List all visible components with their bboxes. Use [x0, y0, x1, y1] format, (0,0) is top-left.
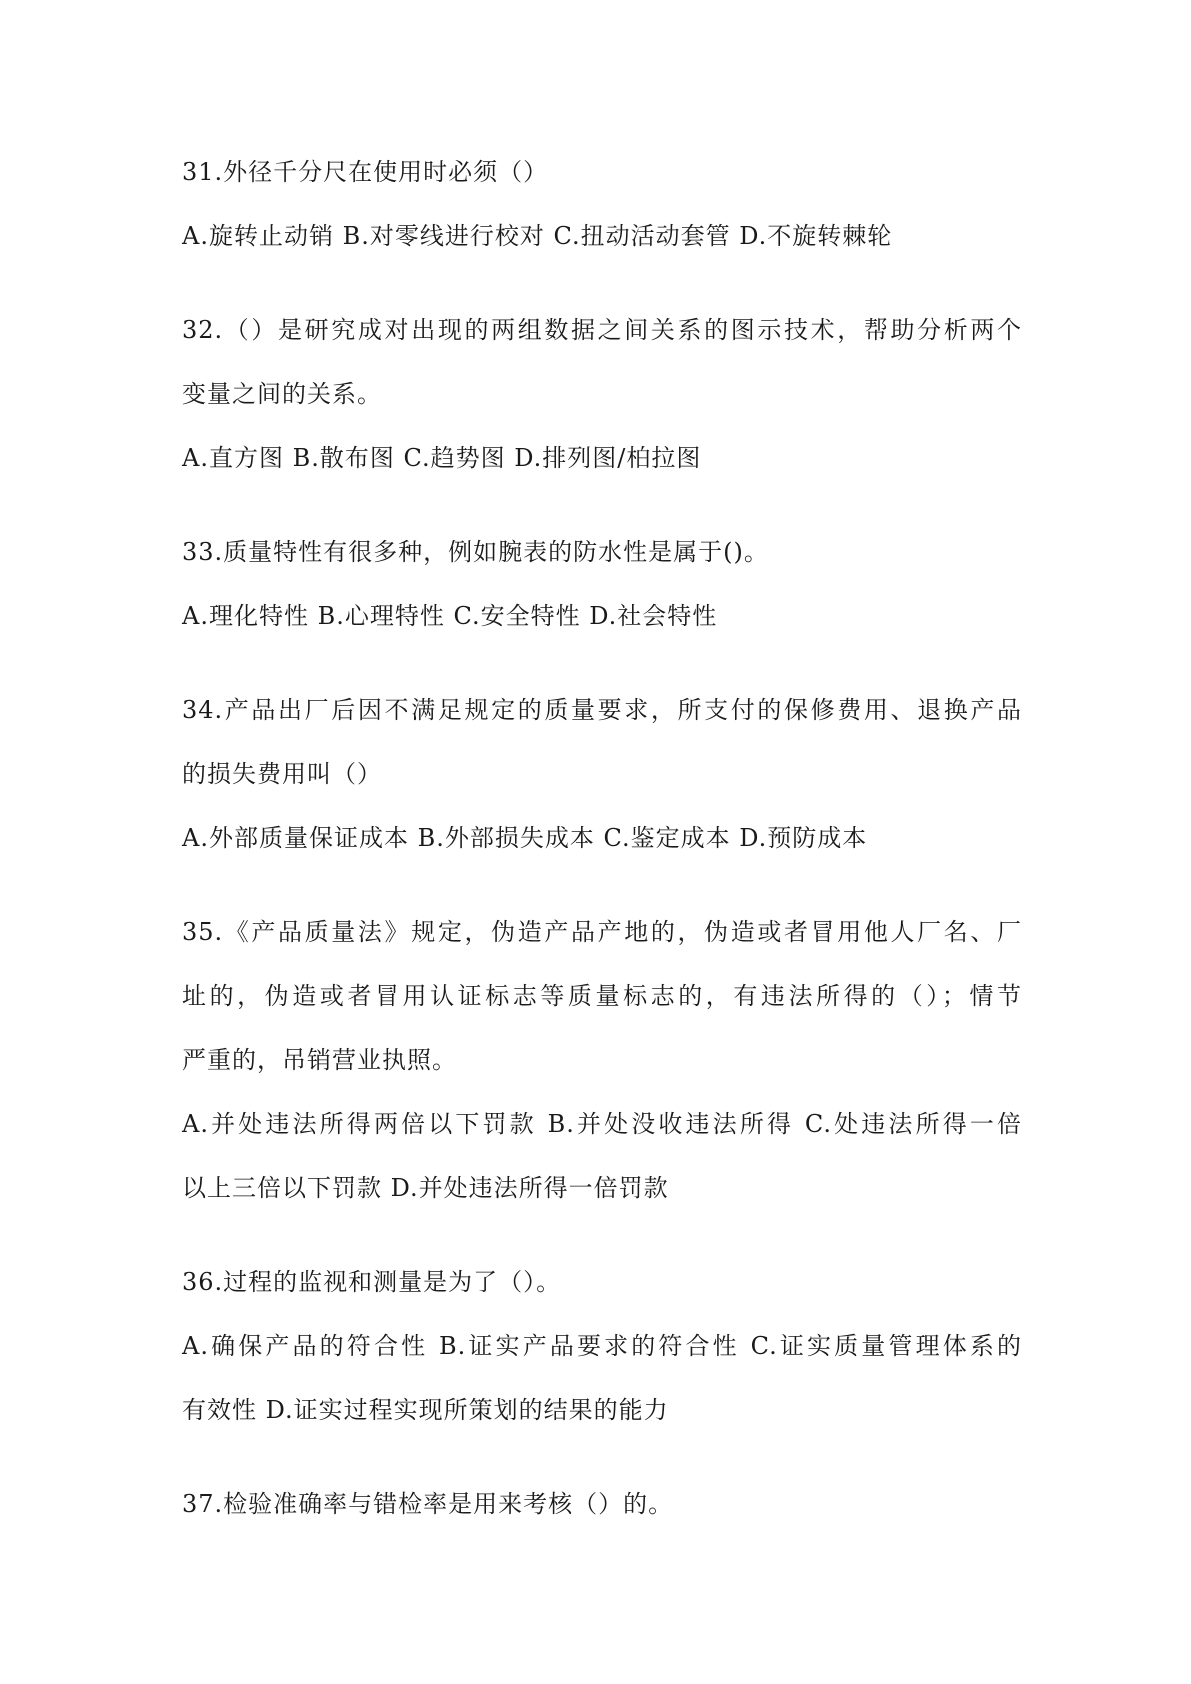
- question-35-stem-line-3: 严重的，吊销营业执照。: [182, 1046, 457, 1074]
- question-36-stem-line-1: 36.过程的监视和测量是为了（）。: [182, 1268, 562, 1296]
- question-35-stem-line-1: 35.《产品质量法》规定，伪造产品产地的，伪造或者冒用他人厂名、厂: [182, 918, 1022, 946]
- question-37-stem-line-1: 37.检验准确率与错检率是用来考核（）的。: [182, 1490, 674, 1518]
- question-list: [182, 140, 1022, 1536]
- question-36: [182, 1250, 1022, 1442]
- question-35-options-line-1: A.并处违法所得两倍以下罚款 B.并处没收违法所得 C.处违法所得一倍: [182, 1110, 1022, 1138]
- question-31-options-line-1: A.旋转止动销 B.对零线进行校对 C.扭动活动套管 D.不旋转棘轮: [182, 222, 893, 250]
- question-37: [182, 1472, 1022, 1536]
- question-33: [182, 520, 1022, 648]
- question-35-options-line-2: 以上三倍以下罚款 D.并处违法所得一倍罚款: [182, 1174, 669, 1202]
- question-35-stem-line-2: 址的，伪造或者冒用认证标志等质量标志的，有违法所得的（）；情节: [182, 982, 1022, 1010]
- question-33-stem-line-1: 33.质量特性有很多种，例如腕表的防水性是属于()。: [182, 538, 769, 566]
- question-31-stem-line-1: 31.外径千分尺在使用时必须（）: [182, 158, 549, 186]
- question-35: [182, 900, 1022, 1220]
- question-32: [182, 298, 1022, 490]
- question-34-options-line-1: A.外部质量保证成本 B.外部损失成本 C.鉴定成本 D.预防成本: [182, 824, 868, 852]
- question-34-stem-line-1: 34.产品出厂后因不满足规定的质量要求，所支付的保修费用、退换产品: [182, 696, 1022, 724]
- question-34: [182, 678, 1022, 870]
- question-32-options-line-1: A.直方图 B.散布图 C.趋势图 D.排列图/柏拉图: [182, 444, 702, 472]
- question-36-options-line-1: A.确保产品的符合性 B.证实产品要求的符合性 C.证实质量管理体系的: [182, 1332, 1022, 1360]
- question-31: [182, 140, 1022, 268]
- question-34-stem-line-2: 的损失费用叫（）: [182, 760, 382, 788]
- question-36-options-line-2: 有效性 D.证实过程实现所策划的结果的能力: [182, 1396, 669, 1424]
- question-32-stem-line-2: 变量之间的关系。: [182, 380, 382, 408]
- question-33-options-line-1: A.理化特性 B.心理特性 C.安全特性 D.社会特性: [182, 602, 718, 630]
- question-32-stem-line-1: 32.（）是研究成对出现的两组数据之间关系的图示技术，帮助分析两个: [182, 316, 1022, 344]
